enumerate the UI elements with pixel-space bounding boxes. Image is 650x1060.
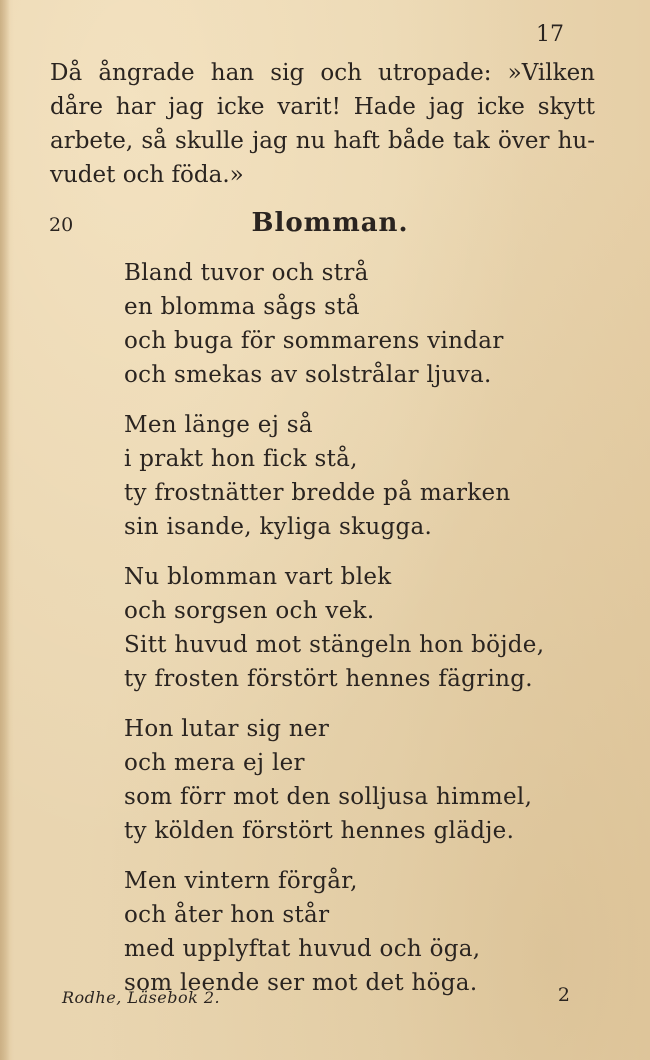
prose-paragraph	[50, 56, 595, 192]
stanza	[124, 864, 544, 1000]
verse-line: sin isande, kyliga skugga.	[124, 514, 433, 540]
verse-line: som leende ser mot det höga.	[124, 970, 478, 996]
verse-line: och åter hon står	[124, 902, 330, 928]
verse-line: ty kölden förstört hennes glädje.	[124, 818, 515, 844]
stanza	[124, 256, 544, 392]
footer-signature: Rodhe, Läsebok 2.	[62, 988, 221, 1007]
verse-line: Bland tuvor och strå	[124, 260, 369, 286]
verse-line: och sorgsen och vek.	[124, 598, 375, 624]
prose-line: vudet och föda.»	[50, 162, 244, 188]
stanza	[124, 712, 544, 848]
verse-line: Nu blomman vart blek	[124, 564, 392, 590]
page-edge-shadow	[0, 0, 10, 1060]
verse-line: och mera ej ler	[124, 750, 305, 776]
prose-line: dåre har jag icke varit! Hade jag icke skytt	[50, 94, 595, 120]
stanza	[124, 560, 544, 696]
page-number: 17	[536, 22, 564, 47]
prose-line: arbete, så skulle jag nu haft både tak över hu-	[50, 128, 595, 154]
verse-line: ty frostnätter bredde på marken	[124, 480, 511, 506]
prose-line: Då ångrade han sig och utropade: »Vilken	[50, 60, 595, 86]
verse-line: som förr mot den solljusa himmel,	[124, 784, 533, 810]
verse-line: och buga för sommarens vindar	[124, 328, 504, 354]
verse-line: Men länge ej så	[124, 412, 313, 438]
stanza	[124, 408, 544, 544]
verse-line: ty frosten förstört hennes fägring.	[124, 666, 533, 692]
margin-line-number: 20	[49, 214, 74, 236]
verse-line: Men vintern förgår,	[124, 868, 358, 894]
footer-sheet-number: 2	[557, 984, 570, 1006]
verse-line: i prakt hon fick stå,	[124, 446, 358, 472]
verse-line: och smekas av solstrålar ljuva.	[124, 362, 492, 388]
verse-line: Hon lutar sig ner	[124, 716, 330, 742]
verse-line: en blomma sågs stå	[124, 294, 360, 320]
verse-line: med upplyftat huvud och öga,	[124, 936, 481, 962]
poem-title: Blomman.	[251, 208, 409, 238]
verse-line: Sitt huvud mot stängeln hon böjde,	[124, 632, 545, 658]
poem	[124, 256, 544, 1016]
